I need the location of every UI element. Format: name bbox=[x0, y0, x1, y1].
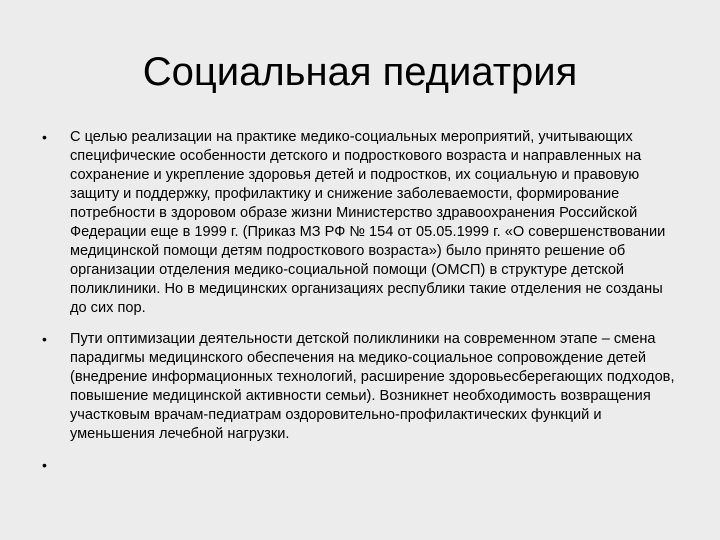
bullet-icon: • bbox=[42, 457, 47, 473]
bullet-text: Пути оптимизации деятельности детской поликлиники на современном этапе – смена парадигмы медицинского обеспечения на медико-социальное сопровождение детей (внедрение информационных технологий, расширение здоровьесберегающих подходов, повышение медицинской активности семьи). Возникнет необходимость возвращения участковым врачам-педиатрам оздоровительно-профилактических функций и уменьшения лечебной нагрузки. bbox=[70, 331, 675, 442]
bullet-item bbox=[42, 330, 682, 444]
bullet-item bbox=[42, 128, 682, 318]
bullet-list bbox=[42, 128, 682, 487]
bullet-text: С целью реализации на практике медико-социальных мероприятий, учитывающих специфические особенности детского и подросткового возраста и направленных на сохранение и укрепление здоровья детей и подростков, их социальную и правовую защиту и поддержку, профилактику и снижение заболеваемости, формирование потребности в здоровом образе жизни Министерство здравоохранения Российской Федерации еще в 1999 г. (Приказ МЗ РФ № 154 от 05.05.1999 г. «О совершенствовании медицинской помощи детям подросткового возраста») было принято решение об организации отделения медико-социальной помощи (ОМСП) в структуре детской поликлиники. Но в медицинских организациях республики такие отделения не созданы до сих пор. bbox=[70, 129, 666, 316]
bullet-icon: • bbox=[42, 331, 47, 347]
slide-title: Социальная педиатрия bbox=[142, 50, 578, 94]
bullet-item-empty bbox=[42, 456, 682, 475]
bullet-icon: • bbox=[42, 129, 47, 145]
